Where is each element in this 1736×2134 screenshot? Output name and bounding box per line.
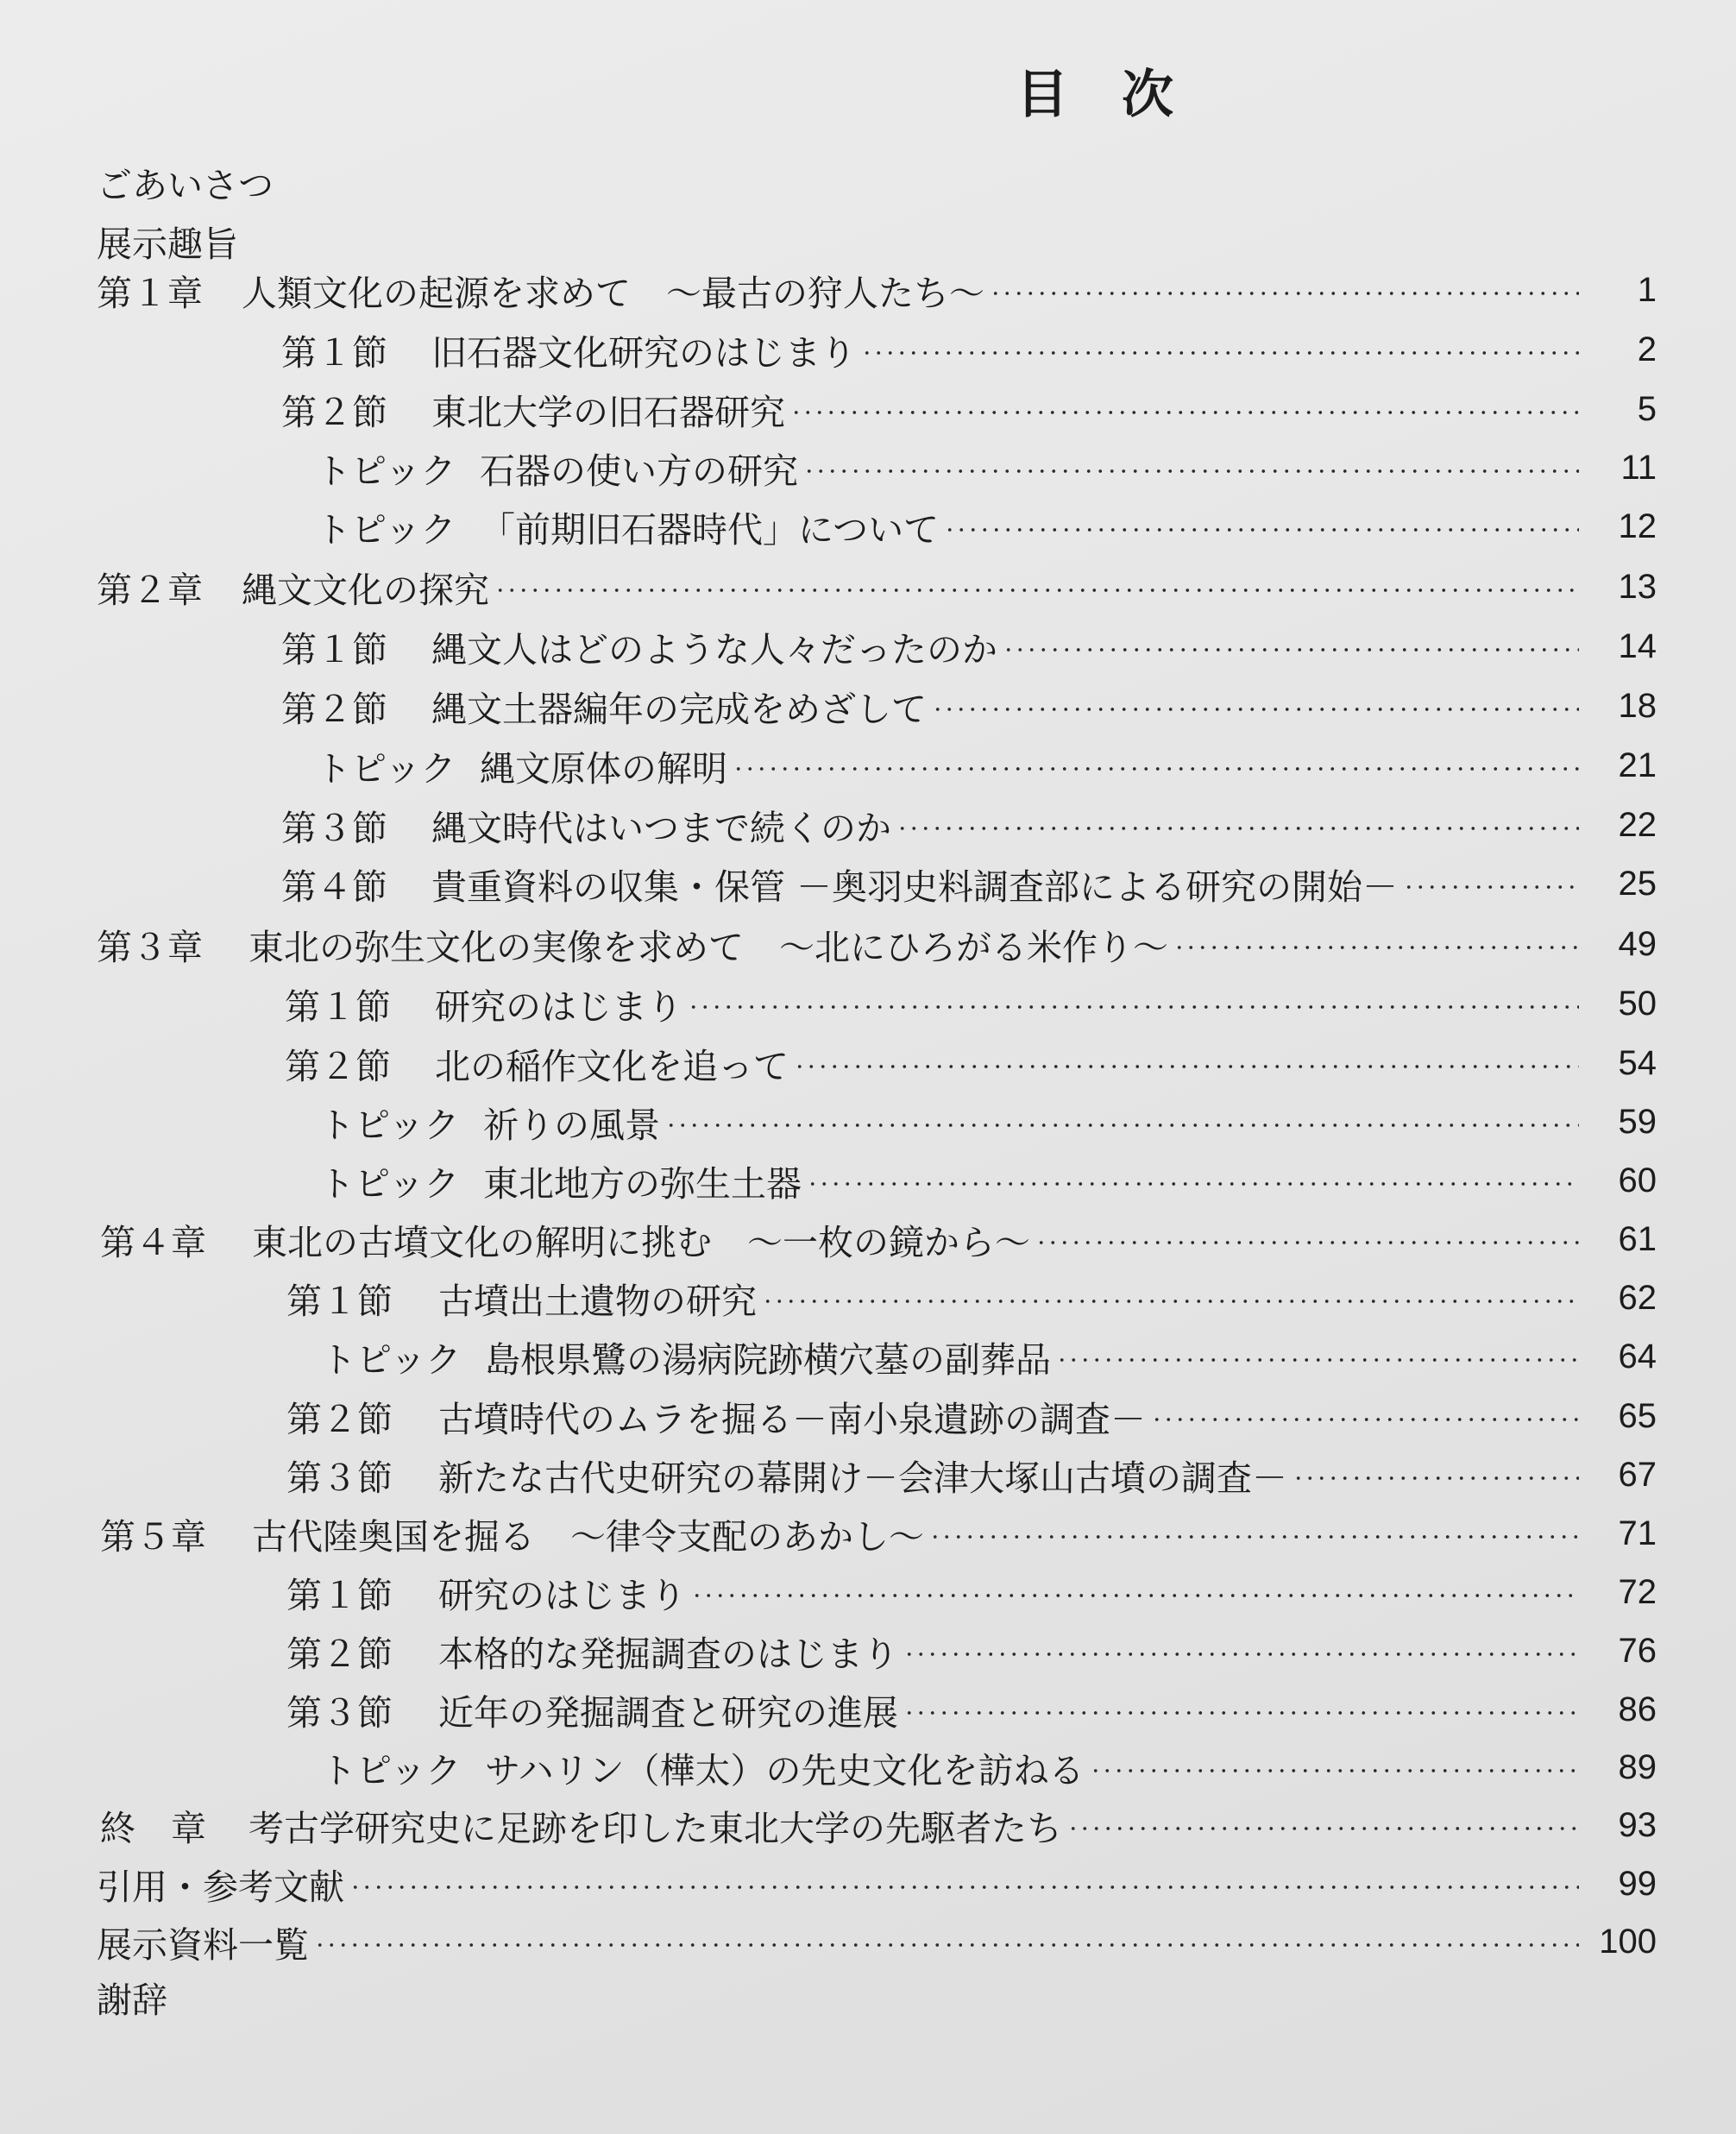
entry-heading: 研究のはじまり [438,1574,686,1616]
leader-dots [762,1299,1579,1304]
leader-dots [790,410,1579,415]
leader-dots [794,1064,1579,1069]
entry-label: 第４章 [100,1221,206,1263]
toc-entry-topic [321,1741,1657,1793]
entry-label: 第１節 [281,628,387,670]
entry-heading: 東北大学の旧石器研究 [431,391,785,433]
entry-label: 第３節 [286,1691,393,1734]
entry-heading: 島根県鷺の湯病院跡横穴墓の副葬品 [485,1338,1051,1381]
entry-heading: 考古学研究史に足跡を印した東北大学の先駆者たち [248,1807,1062,1849]
leader-dots [349,1885,1579,1890]
entry-heading: 旧石器文化研究のはじまり [431,331,856,374]
entry-heading: 石器の使い方の研究 [480,450,798,492]
toc-entry-topic [319,1096,1657,1148]
entry-label: 終 章 [100,1807,206,1849]
entry-label: 第１章 [97,272,203,314]
toc-entry-chapter [100,1508,1657,1559]
toc-entry-section [286,1625,1657,1677]
entry-page-number: 49 [1618,924,1657,963]
entry-heading: 古墳出土遺物の研究 [438,1280,757,1322]
toc-entry-chapter [100,1799,1657,1851]
entry-label: 第２節 [286,1633,393,1675]
toc-entry-chapter [97,561,1657,613]
entry-page-number: 76 [1618,1631,1657,1670]
entry-label: 第２節 [286,1398,393,1440]
entry-heading: 縄文文化の探究 [242,569,489,611]
toc-entry-backmatter [97,1858,1657,1910]
entry-heading: 縄文人はどのような人々だったのか [431,628,997,670]
title-char-2: 次 [1122,65,1173,125]
entry-label: 第４節 [281,866,387,908]
leader-dots [929,1534,1579,1539]
toc-entry-section [281,799,1657,851]
entry-page-number: 1 [1637,270,1657,309]
entry-label: トピック [319,1162,460,1205]
toc-entry-section [285,978,1657,1029]
leader-dots [733,766,1579,771]
toc-entry-topic [316,442,1657,494]
entry-heading: 縄文土器編年の完成をめざして [431,688,927,730]
entry-label: 第１節 [281,331,387,374]
leader-dots [1056,1357,1579,1363]
leader-dots [691,1593,1579,1598]
entry-label: 第１節 [286,1280,393,1322]
entry-heading: サハリン（樺太）の先史文化を訪ねる [485,1749,1085,1791]
toc-entry-section [286,1684,1657,1735]
entry-page-number: 67 [1618,1455,1657,1494]
toc-entry-section [281,324,1657,375]
toc-entry-topic [316,740,1657,791]
leader-dots [688,1004,1579,1010]
entry-heading: 祈りの風景 [483,1104,660,1146]
toc-entry-chapter [97,264,1657,316]
leader-dots [803,469,1579,474]
toc-entry-section [286,1566,1657,1618]
toc-entry-topic [319,1155,1657,1206]
leader-dots [861,350,1579,356]
entry-page-number: 59 [1618,1102,1657,1141]
entry-page-number: 65 [1618,1396,1657,1435]
entry-label: 第２節 [281,688,387,730]
leader-dots [665,1123,1579,1128]
entry-label: トピック [316,508,456,551]
entry-page-number: 12 [1618,507,1657,545]
entry-label: トピック [319,1104,460,1146]
entry-label: 第２節 [281,391,387,433]
leader-dots [932,707,1579,712]
entry-label: 第５章 [100,1515,206,1558]
entry-heading: 近年の発掘調査と研究の進展 [438,1691,898,1734]
entry-heading: 北の稲作文化を追って [435,1045,789,1087]
leader-dots [896,826,1579,831]
entry-page-number: 25 [1618,864,1657,903]
toc-entry-section [286,1272,1657,1324]
toc-entry-topic [321,1331,1657,1382]
toc-entry-section [286,1390,1657,1442]
entry-heading: 縄文原体の解明 [480,747,727,790]
entry-page-number: 100 [1599,1922,1657,1961]
entry-page-number: 99 [1618,1864,1657,1903]
entry-page-number: 13 [1618,567,1657,606]
entry-heading: 東北の古墳文化の解明に挑む ～一枚の鏡から～ [252,1221,1030,1263]
entry-label: 第３章 [97,926,203,968]
leader-dots [1067,1826,1579,1831]
entry-page-number: 22 [1618,805,1657,844]
entry-heading: 人類文化の起源を求めて ～最古の狩人たち～ [242,272,984,314]
toc-entry-chapter [100,1213,1657,1265]
entry-page-number: 61 [1618,1219,1657,1258]
toc-acknowledgments: 謝辞 [97,1980,167,2021]
toc-entry-section [286,1449,1657,1501]
toc-entry-section [281,858,1657,910]
entry-page-number: 93 [1618,1805,1657,1844]
toc-entry-section [281,383,1657,435]
toc-entry-section [281,680,1657,732]
entry-label: 第３節 [286,1457,393,1499]
leader-dots [1003,647,1579,652]
leader-dots [494,588,1579,593]
entry-page-number: 50 [1618,984,1657,1023]
leader-dots [903,1710,1579,1715]
leader-dots [990,291,1579,296]
title-char-1: 目 [1016,65,1068,125]
leader-dots [1151,1417,1579,1422]
entry-heading: 引用・参考文献 [97,1866,344,1908]
entry-page-number: 72 [1618,1572,1657,1611]
entry-label: 第１節 [286,1574,393,1616]
leader-dots [1403,884,1579,890]
entry-label: トピック [321,1749,462,1791]
entry-heading: 「前期旧石器時代」について [480,508,940,551]
toc-entry-topic [316,500,1657,552]
entry-page-number: 11 [1620,448,1657,487]
entry-label: トピック [316,450,456,492]
leader-dots [1173,945,1579,950]
leader-dots [1293,1476,1579,1481]
entry-label: 第１節 [285,985,391,1028]
entry-heading: 古墳時代のムラを掘る－南小泉遺跡の調査－ [438,1398,1146,1440]
toc-entry-chapter [97,918,1657,970]
entry-page-number: 71 [1618,1514,1657,1552]
entry-label: 第３節 [281,807,387,849]
entry-heading: 東北地方の弥生土器 [483,1162,802,1205]
entry-page-number: 89 [1618,1747,1657,1786]
entry-heading: 本格的な発掘調査のはじまり [438,1633,898,1675]
leader-dots [807,1181,1579,1187]
leader-dots [314,1942,1579,1948]
toc-purpose: 展示趣旨 [97,223,238,265]
entry-heading: 展示資料一覧 [97,1923,309,1966]
entry-label: 第２章 [97,569,203,611]
entry-heading: 古代陸奥国を掘る ～律令支配のあかし～ [252,1515,924,1558]
entry-page-number: 21 [1618,746,1657,784]
entry-label: トピック [321,1338,462,1381]
toc-entry-section [285,1037,1657,1089]
leader-dots [1090,1768,1579,1773]
entry-page-number: 5 [1637,389,1657,428]
entry-heading: 縄文時代はいつまで続くのか [431,807,891,849]
entry-label: トピック [316,747,456,790]
entry-heading: 研究のはじまり [435,985,682,1028]
entry-page-number: 64 [1618,1337,1657,1375]
entry-heading: 東北の弥生文化の実像を求めて ～北にひろがる米作り～ [248,926,1168,968]
entry-page-number: 18 [1618,686,1657,725]
entry-page-number: 14 [1618,626,1657,665]
entry-page-number: 2 [1637,330,1657,368]
entry-page-number: 60 [1618,1161,1657,1199]
entry-page-number: 86 [1618,1690,1657,1728]
toc-preface: ごあいさつ [97,165,274,206]
toc-entry-section [281,620,1657,672]
entry-label: 第２節 [285,1045,391,1087]
entry-heading: 新たな古代史研究の幕開け－会津大塚山古墳の調査－ [438,1457,1287,1499]
leader-dots [903,1652,1579,1657]
leader-dots [944,527,1579,532]
leader-dots [1035,1240,1579,1245]
entry-heading: 貴重資料の収集・保管 －奥羽史料調査部による研究の開始－ [431,866,1399,908]
toc-entry-backmatter [97,1916,1657,1967]
entry-page-number: 62 [1618,1278,1657,1317]
entry-page-number: 54 [1618,1043,1657,1082]
